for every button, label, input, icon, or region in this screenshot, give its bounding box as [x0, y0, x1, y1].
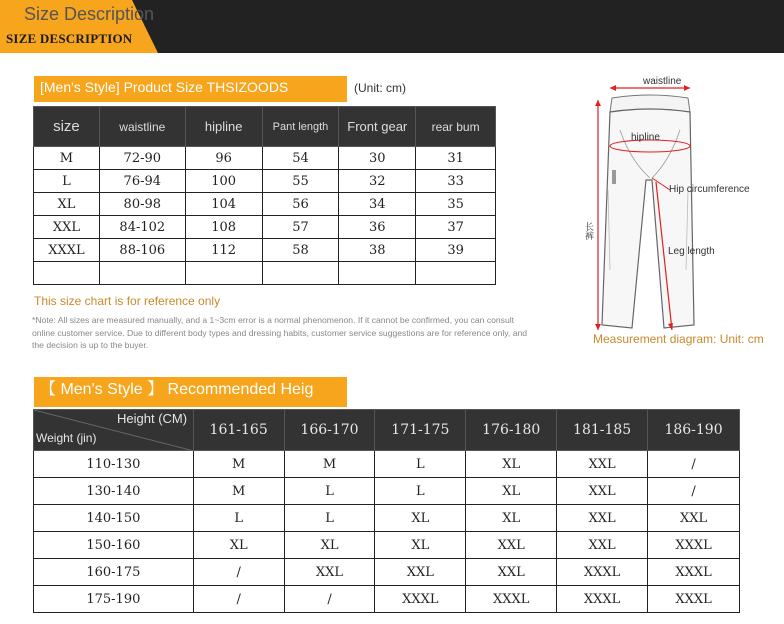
hipline-label: hipline	[631, 132, 660, 143]
weight-cell: 175-190	[34, 586, 194, 613]
size-table-cell: 31	[416, 147, 496, 170]
size-table	[33, 106, 496, 285]
recommended-size-cell: XXL	[284, 559, 375, 586]
recommend-label: 【 Men's Style 】 Recommended Heig	[34, 377, 347, 407]
size-table-cell: 37	[416, 216, 496, 239]
size-table-header-row	[34, 107, 496, 147]
reference-note: This size chart is for reference only	[34, 294, 221, 308]
recommended-size-cell: XXXL	[557, 586, 648, 613]
recommended-size-cell: XL	[375, 505, 466, 532]
height-header: 181-185	[557, 410, 648, 451]
recommended-size-cell: XXXL	[648, 532, 740, 559]
diagram-caption: Measurement diagram: Unit: cm	[593, 332, 764, 346]
header-subtitle: SIZE DESCRIPTION	[6, 31, 133, 46]
size-table-header: size	[34, 107, 100, 147]
size-table-cell: 72-90	[99, 147, 185, 170]
size-table-cell: 39	[416, 239, 496, 262]
size-table-cell	[339, 262, 416, 285]
recommended-size-cell: XXL	[648, 505, 740, 532]
recommended-size-cell: XL	[466, 478, 557, 505]
size-table-cell: 84-102	[99, 216, 185, 239]
size-table-cell	[34, 262, 100, 285]
header-title: Size Description	[24, 4, 155, 24]
recommended-size-cell: XXL	[466, 559, 557, 586]
total-length-label: 长裤	[584, 222, 594, 240]
weight-cell: 140-150	[34, 505, 194, 532]
size-table-header: Pant length	[262, 107, 339, 147]
table-row	[34, 505, 740, 532]
recommended-size-cell: XL	[284, 532, 375, 559]
recommended-size-cell: L	[284, 478, 375, 505]
table-row	[34, 532, 740, 559]
size-table-cell: 57	[262, 216, 339, 239]
height-header: 166-170	[284, 410, 375, 451]
recommended-size-cell: /	[648, 451, 740, 478]
recommended-size-cell: L	[193, 505, 284, 532]
size-table-cell: 32	[339, 170, 416, 193]
size-table-cell: 104	[185, 193, 262, 216]
recommended-size-cell: XXXL	[375, 586, 466, 613]
size-table-header: Front gear	[339, 107, 416, 147]
size-table-cell: XL	[34, 193, 100, 216]
recommended-size-cell: XXXL	[648, 586, 740, 613]
size-table-cell: 36	[339, 216, 416, 239]
size-table-header: rear bum	[416, 107, 496, 147]
size-table-cell	[185, 262, 262, 285]
size-table-header: waistline	[99, 107, 185, 147]
recommended-size-cell: M	[284, 451, 375, 478]
recommended-size-cell: /	[193, 559, 284, 586]
size-table-cell: 35	[416, 193, 496, 216]
size-table-cell: L	[34, 170, 100, 193]
size-table-cell: 108	[185, 216, 262, 239]
size-table-cell: 38	[339, 239, 416, 262]
recommended-size-cell: XL	[466, 505, 557, 532]
size-table-cell: 56	[262, 193, 339, 216]
size-table-cell: 80-98	[99, 193, 185, 216]
recommended-size-cell: XXL	[557, 532, 648, 559]
corner-height-label: Height (CM)	[117, 411, 188, 426]
table-row	[34, 147, 496, 170]
size-table-cell: 30	[339, 147, 416, 170]
table-row	[34, 559, 740, 586]
size-table-cell: 33	[416, 170, 496, 193]
weight-cell: 160-175	[34, 559, 194, 586]
recommend-table	[33, 409, 740, 613]
size-table-cell: M	[34, 147, 100, 170]
size-table-cell: 54	[262, 147, 339, 170]
size-table-cell: 55	[262, 170, 339, 193]
pants-illustration	[580, 70, 780, 350]
leg-length-label: Leg length	[668, 246, 715, 257]
recommended-size-cell: /	[193, 586, 284, 613]
unit-note: (Unit: cm)	[354, 81, 406, 95]
recommended-size-cell: XXL	[557, 505, 648, 532]
size-chart-label: [Men's Style] Product Size THSIZOODS	[34, 76, 347, 102]
recommended-size-cell: XXL	[466, 532, 557, 559]
recommended-size-cell: L	[375, 451, 466, 478]
recommended-size-cell: XXXL	[466, 586, 557, 613]
measurement-diagram	[580, 70, 780, 350]
recommended-size-cell: XXXL	[557, 559, 648, 586]
recommend-header-row	[34, 410, 740, 451]
recommended-size-cell: XXXL	[648, 559, 740, 586]
table-row	[34, 478, 740, 505]
recommended-size-cell: XXL	[557, 451, 648, 478]
size-table-cell: 34	[339, 193, 416, 216]
recommended-size-cell: /	[648, 478, 740, 505]
table-row	[34, 451, 740, 478]
recommended-size-cell: L	[375, 478, 466, 505]
recommended-size-cell: XL	[193, 532, 284, 559]
hip-circumference-label: Hip circumference	[669, 184, 750, 195]
table-row	[34, 170, 496, 193]
size-table-cell: 58	[262, 239, 339, 262]
height-header: 176-180	[466, 410, 557, 451]
recommended-size-cell: M	[193, 478, 284, 505]
table-row	[34, 216, 496, 239]
size-table-header: hipline	[185, 107, 262, 147]
recommend-corner-cell	[34, 410, 194, 451]
fine-print: *Note: All sizes are measured manually, and a 1~3cm error is a normal phenomenon. If it cannot be confirmed, you can consult online customer service. Due to different body types and dressing habits, customer service suggestions are for reference only, and the decision is up to the buyer.	[32, 315, 528, 351]
weight-cell: 110-130	[34, 451, 194, 478]
size-table-cell: 96	[185, 147, 262, 170]
recommended-size-cell: L	[284, 505, 375, 532]
weight-cell: 130-140	[34, 478, 194, 505]
table-row	[34, 586, 740, 613]
weight-cell: 150-160	[34, 532, 194, 559]
size-table-cell: XXL	[34, 216, 100, 239]
size-table-cell: 112	[185, 239, 262, 262]
recommended-size-cell: XXL	[375, 559, 466, 586]
size-table-cell: 100	[185, 170, 262, 193]
waistline-label: waistline	[643, 76, 682, 87]
recommended-size-cell: XL	[375, 532, 466, 559]
size-table-cell: 88-106	[99, 239, 185, 262]
header-banner	[0, 0, 784, 53]
size-table-cell	[262, 262, 339, 285]
table-row	[34, 239, 496, 262]
recommended-size-cell: XL	[466, 451, 557, 478]
recommended-size-cell: XXL	[557, 478, 648, 505]
height-header: 186-190	[648, 410, 740, 451]
table-row	[34, 262, 496, 285]
height-header: 171-175	[375, 410, 466, 451]
size-table-cell	[99, 262, 185, 285]
height-header: 161-165	[193, 410, 284, 451]
size-table-cell: 76-94	[99, 170, 185, 193]
size-table-cell	[416, 262, 496, 285]
corner-weight-label: Weight (jin)	[36, 431, 97, 445]
recommended-size-cell: /	[284, 586, 375, 613]
recommended-size-cell: M	[193, 451, 284, 478]
size-table-cell: XXXL	[34, 239, 100, 262]
table-row	[34, 193, 496, 216]
